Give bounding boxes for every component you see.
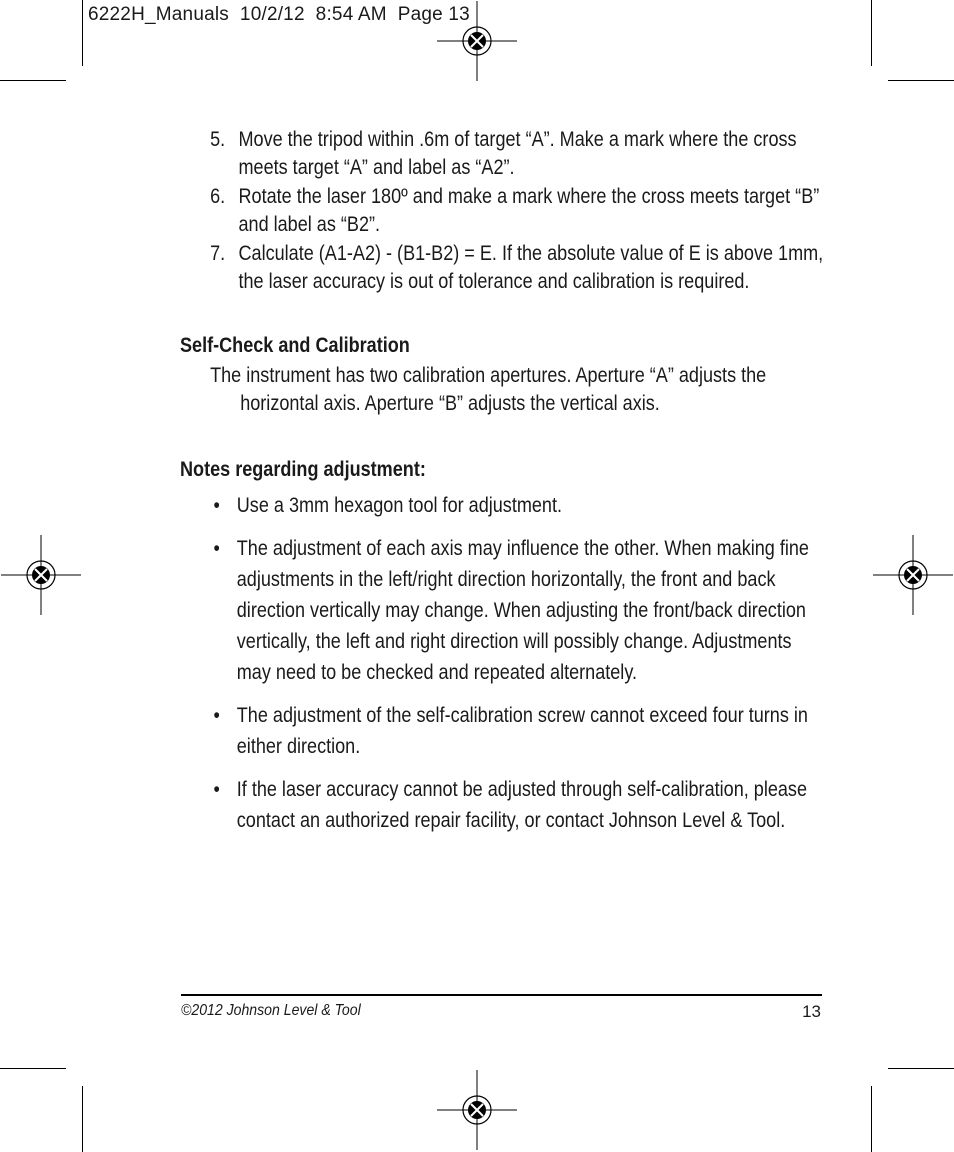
registration-mark-top-icon xyxy=(437,1,517,81)
step-number: 6. xyxy=(210,185,226,208)
footer-copyright: ©2012 Johnson Level & Tool xyxy=(181,1002,361,1019)
procedure-step xyxy=(180,126,830,182)
crop-mark-bottom-right-vertical xyxy=(871,1086,872,1152)
crop-mark-bottom-right-horizontal xyxy=(888,1068,954,1069)
procedure-steps xyxy=(180,126,830,296)
crop-mark-top-left-horizontal xyxy=(0,80,66,81)
self-check-paragraph: The instrument has two calibration apertures. Aperture “A” adjusts the horizontal axis. Aperture “B” adjusts the vertical axis. xyxy=(210,364,767,415)
step-text: Move the tripod within .6m of target “A”. Make a mark where the cross meets target “A” and label as “A2”. xyxy=(238,128,797,179)
step-text: Rotate the laser 180º and make a mark where the cross meets target “B” and label as “B2”. xyxy=(238,185,820,236)
bullet-icon: • xyxy=(213,537,220,560)
notes-list xyxy=(180,490,830,836)
self-check-heading: Self-Check and Calibration xyxy=(180,334,410,357)
procedure-step xyxy=(180,183,830,239)
crop-mark-top-left-vertical xyxy=(82,0,83,66)
step-text: Calculate (A1-A2) - (B1-B2) = E. If the absolute value of E is above 1mm, the laser accuracy is out of tolerance and calibration is required. xyxy=(238,242,824,293)
list-item xyxy=(180,700,830,762)
bullet-icon: • xyxy=(213,778,220,801)
page-content xyxy=(180,126,824,848)
procedure-step xyxy=(180,240,830,296)
crop-mark-top-right-horizontal xyxy=(888,80,954,81)
page-number: 13 xyxy=(802,1002,821,1021)
note-text: The adjustment of the self-calibration screw cannot exceed four turns in either direction. xyxy=(236,704,808,758)
crop-mark-bottom-left-horizontal xyxy=(0,1068,66,1069)
list-item xyxy=(180,533,830,688)
note-text: The adjustment of each axis may influence the other. When making fine adjustments in the left/right direction horizontally, the front and back direction vertically may change. When adjusting the front/back direction vertically, the left and right direction will possibly change. Adjustments may need to be checked and repeated alternately. xyxy=(236,537,809,684)
bullet-icon: • xyxy=(213,704,220,727)
step-number: 7. xyxy=(210,242,226,265)
registration-mark-bottom-icon xyxy=(437,1070,517,1150)
step-number: 5. xyxy=(210,128,226,151)
note-text: If the laser accuracy cannot be adjusted through self-calibration, please contact an authorized repair facility, or contact Johnson Level & Tool. xyxy=(236,778,807,832)
registration-mark-right-icon xyxy=(873,535,953,615)
bullet-icon: • xyxy=(213,494,220,517)
list-item xyxy=(180,490,830,521)
crop-mark-bottom-left-vertical xyxy=(82,1086,83,1152)
print-slug-line: 6222H_Manuals 10/2/12 8:54 AM Page 13 xyxy=(88,4,470,25)
notes-heading: Notes regarding adjustment: xyxy=(180,458,426,481)
note-text: Use a 3mm hexagon tool for adjustment. xyxy=(236,494,563,517)
list-item xyxy=(180,774,830,836)
registration-mark-left-icon xyxy=(1,535,81,615)
footer-rule xyxy=(181,994,822,996)
crop-mark-top-right-vertical xyxy=(871,0,872,66)
